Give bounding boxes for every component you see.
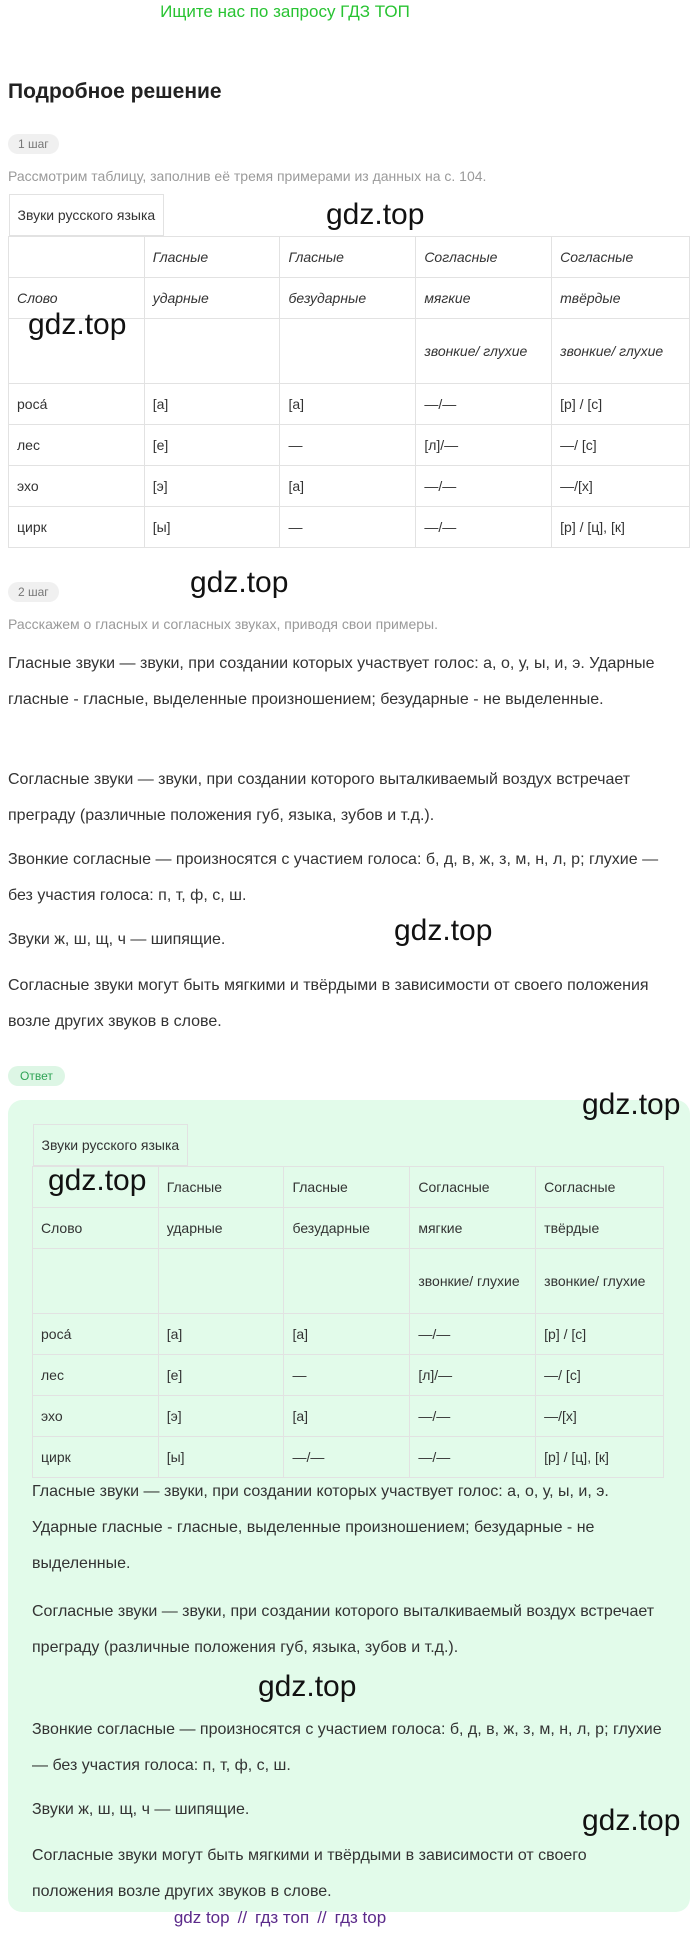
table-cell: [р] / [ц], [к] xyxy=(536,1437,664,1478)
table-header-cell: звонкие/ глухие xyxy=(552,319,690,384)
table-header-cell: Гласные xyxy=(284,1167,410,1208)
watermark: gdz.top xyxy=(582,1088,681,1121)
table-cell: эхо xyxy=(9,466,145,507)
table-header-cell: безударные xyxy=(284,1208,410,1249)
table-header-cell xyxy=(284,1249,410,1314)
table-cell: —/— xyxy=(416,507,552,548)
footer-separator: // xyxy=(317,1908,327,1927)
footer-links xyxy=(0,1908,560,1928)
answer-paragraph: Звонкие согласные — произносятся с участием голоса: б, д, в, ж, з, м, н, л, р; глухие — без участия голоса: п, т, ф, с, ш. xyxy=(32,1721,662,1774)
table-row xyxy=(9,425,690,466)
table-row xyxy=(9,507,690,548)
table-cell: —/— xyxy=(410,1314,536,1355)
table-cell: [р] / [с] xyxy=(536,1314,664,1355)
table-cell: [а] xyxy=(144,384,280,425)
table-cell: [е] xyxy=(144,425,280,466)
table-header-cell xyxy=(33,1249,159,1314)
table-cell: —/— xyxy=(416,466,552,507)
footer-link[interactable]: гдз top xyxy=(334,1908,387,1927)
watermark: gdz.top xyxy=(28,308,127,341)
table-cell: лес xyxy=(33,1355,159,1396)
paragraph: Звуки ж, ш, щ, ч — шипящие. xyxy=(8,931,226,948)
table-cell: [а] xyxy=(284,1314,410,1355)
table-header-cell: Слово xyxy=(33,1208,159,1249)
watermark: gdz.top xyxy=(326,198,425,231)
answer-paragraph: Согласные звуки — звуки, при создании которого выталкиваемый воздух встречает преграду (различные положения губ, языка, зубов и т.д.). xyxy=(32,1603,655,1656)
watermark: gdz.top xyxy=(190,566,289,599)
watermark: gdz.top xyxy=(258,1670,357,1703)
table-cell: [а] xyxy=(158,1314,284,1355)
table-cell: лес xyxy=(9,425,145,466)
table-header-cell: Слово xyxy=(9,278,145,319)
table-cell: [л]/— xyxy=(410,1355,536,1396)
footer-link[interactable]: гдз топ xyxy=(255,1908,310,1927)
table-header-cell: звонкие/ глухие xyxy=(416,319,552,384)
answer-paragraph: Звуки ж, ш, щ, ч — шипящие. xyxy=(32,1801,250,1818)
table-header-cell: ударные xyxy=(158,1208,284,1249)
table-header-cell: безударные xyxy=(280,278,416,319)
step-1-badge: 1 шаг xyxy=(8,134,59,154)
table-header-row xyxy=(33,1249,664,1314)
table-row xyxy=(9,466,690,507)
answer-paragraph: Согласные звуки могут быть мягкими и твёрдыми в зависимости от своего положения возле других звуков в слове. xyxy=(32,1847,587,1900)
table-header-cell: звонкие/ глухие xyxy=(536,1249,664,1314)
table-cell: [э] xyxy=(158,1396,284,1437)
search-banner: Ищите нас по запросу ГДЗ ТОП xyxy=(160,2,410,21)
table-cell: роса́ xyxy=(9,384,145,425)
table-cell: —/— xyxy=(284,1437,410,1478)
table-cell: —/[х] xyxy=(536,1396,664,1437)
table-cell: цирк xyxy=(33,1437,159,1478)
table-cell: [р] / [с] xyxy=(552,384,690,425)
table-header-cell: звонкие/ глухие xyxy=(410,1249,536,1314)
table-cell: — xyxy=(280,425,416,466)
table-cell: [ы] xyxy=(144,507,280,548)
table-cell: роса́ xyxy=(33,1314,159,1355)
footer-separator: // xyxy=(237,1908,248,1927)
table-cell: [е] xyxy=(158,1355,284,1396)
table-cell: [а] xyxy=(280,466,416,507)
table-header-cell: ударные xyxy=(144,278,280,319)
table-caption: Звуки русского языка xyxy=(33,1124,664,1167)
table-cell: [ы] xyxy=(158,1437,284,1478)
watermark: gdz.top xyxy=(582,1804,681,1837)
table-header-row xyxy=(33,1208,664,1249)
table-row xyxy=(33,1355,664,1396)
table-header-cell: Согласные xyxy=(416,237,552,278)
table-cell: —/ [с] xyxy=(536,1355,664,1396)
table-row xyxy=(9,384,690,425)
paragraph: Согласные звуки — звуки, при создании которого выталкиваемый воздух встречает преграду (различные положения губ, языка, зубов и т.д.). xyxy=(8,771,631,824)
table-header-cell: твёрдые xyxy=(552,278,690,319)
answer-paragraph: Гласные звуки — звуки, при создании которых участвует голос: а, о, у, ы, и, э. Ударные гласные - гласные, выделенные произношением; безударные - не выделенные. xyxy=(32,1483,609,1572)
step-1-note: Рассмотрим таблицу, заполнив её тремя примерами из данных на с. 104. xyxy=(8,168,487,184)
table-cell: — xyxy=(280,507,416,548)
table-row xyxy=(33,1314,664,1355)
table-cell: —/ [с] xyxy=(552,425,690,466)
table-cell: — xyxy=(284,1355,410,1396)
table-header-cell: мягкие xyxy=(416,278,552,319)
table-cell: [л]/— xyxy=(416,425,552,466)
table-header-cell: Гласные xyxy=(158,1167,284,1208)
page-title: Подробное решение xyxy=(8,80,222,103)
table-cell: —/— xyxy=(410,1437,536,1478)
paragraph: Звонкие согласные — произносятся с участием голоса: б, д, в, ж, з, м, н, л, р; глухие — без участия голоса: п, т, ф, с, ш. xyxy=(8,851,659,904)
step-2-note: Расскажем о гласных и согласных звуках, приводя свои примеры. xyxy=(8,616,438,632)
table-header-cell: твёрдые xyxy=(536,1208,664,1249)
answer-badge: Ответ xyxy=(8,1066,65,1086)
table-cell: цирк xyxy=(9,507,145,548)
table-header-cell xyxy=(158,1249,284,1314)
table-header-cell xyxy=(144,319,280,384)
paragraph: Гласные звуки — звуки, при создании которых участвует голос: а, о, у, ы, и, э. Ударные гласные - гласные, выделенные произношением; безударные - не выделенные. xyxy=(8,655,655,708)
table-row xyxy=(33,1437,664,1478)
table-cell: —/— xyxy=(410,1396,536,1437)
table-header-cell: Согласные xyxy=(552,237,690,278)
table-cell: [э] xyxy=(144,466,280,507)
table-cell: —/[х] xyxy=(552,466,690,507)
table-header-cell xyxy=(9,237,145,278)
table-header-cell: Согласные xyxy=(536,1167,664,1208)
table-header-cell: Согласные xyxy=(410,1167,536,1208)
table-header-cell: Гласные xyxy=(280,237,416,278)
table-cell: [а] xyxy=(284,1396,410,1437)
table-cell: эхо xyxy=(33,1396,159,1437)
sounds-table xyxy=(8,194,690,548)
watermark: gdz.top xyxy=(394,914,493,947)
watermark: gdz.top xyxy=(48,1164,147,1197)
paragraph: Согласные звуки могут быть мягкими и твёрдыми в зависимости от своего положения возле других звуков в слове. xyxy=(8,977,649,1030)
table-cell: —/— xyxy=(416,384,552,425)
table-caption: Звуки русского языка xyxy=(9,194,690,237)
footer-link[interactable]: gdz top xyxy=(173,1908,230,1927)
table-header-row xyxy=(9,237,690,278)
table-header-cell xyxy=(280,319,416,384)
table-row xyxy=(33,1396,664,1437)
step-2-badge: 2 шаг xyxy=(8,582,59,602)
table-cell: [р] / [ц], [к] xyxy=(552,507,690,548)
table-header-cell: мягкие xyxy=(410,1208,536,1249)
table-header-cell: Гласные xyxy=(144,237,280,278)
table-cell: [а] xyxy=(280,384,416,425)
